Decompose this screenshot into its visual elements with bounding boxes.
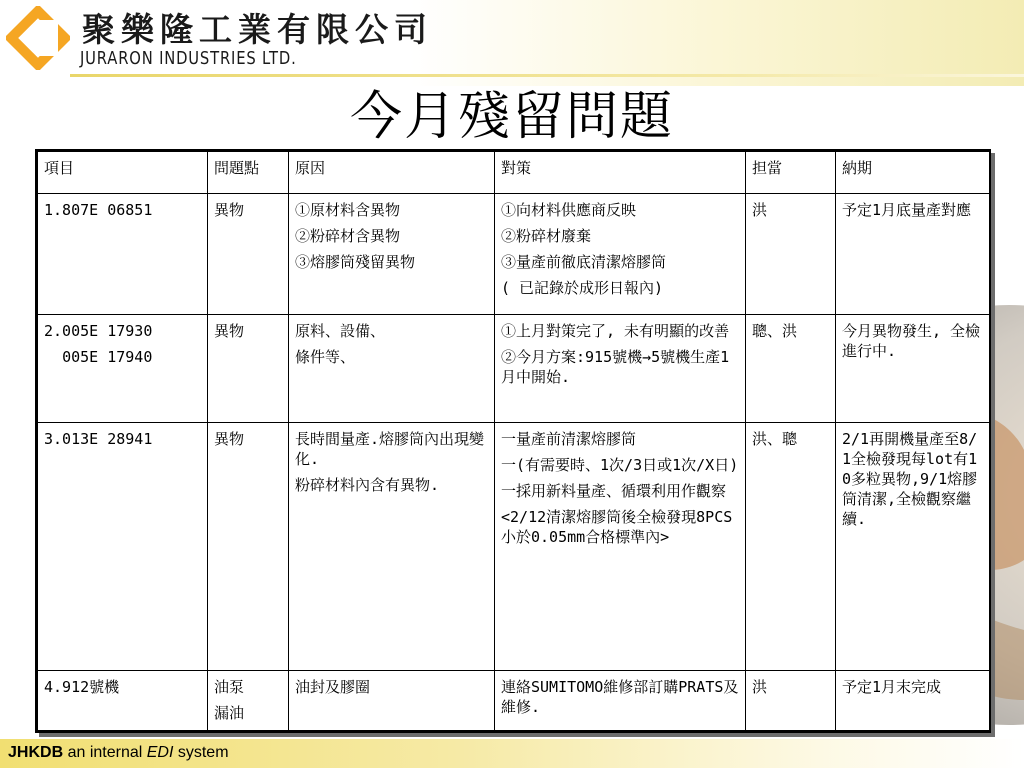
table-cell-owner [746, 423, 836, 670]
cell-line: <2/12清潔熔膠筒後全檢發現8PCS小於0.05mm合格標準內> [501, 508, 733, 547]
cell-line: 3.013E 28941 [44, 430, 153, 449]
cell-line: ①向材料供應商反映 [501, 201, 637, 220]
cell-line: 油泵 [214, 677, 245, 696]
cell-line: 異物 [214, 321, 245, 340]
column-header: 納期 [836, 152, 990, 194]
footer-middle: an internal [63, 744, 147, 761]
table-cell-problem [208, 194, 289, 315]
column-header: 對策 [495, 152, 746, 194]
table-cell-problem [208, 314, 289, 423]
table-row [38, 423, 990, 670]
table-row [38, 314, 990, 423]
cell-line: 洪、聰 [752, 430, 798, 449]
issues-table-panel [35, 149, 991, 733]
company-logo [6, 6, 70, 70]
cell-line: 予定1月末完成 [842, 677, 942, 696]
table-cell-due [836, 194, 990, 315]
cell-line: 005E 17940 [44, 347, 153, 366]
table-cell-cause [289, 314, 495, 423]
table-cell-item [38, 670, 208, 730]
cell-line: 異物 [214, 430, 245, 449]
issues-table [37, 151, 990, 731]
footer-caption [8, 744, 229, 762]
table-cell-owner [746, 670, 836, 730]
cell-line: 一採用新料量產、循環利用作觀察 [501, 482, 727, 501]
table-row [38, 670, 990, 730]
table-cell-cause [289, 194, 495, 315]
cell-line: ①上月對策完了, 未有明顯的改善 [501, 321, 730, 340]
table-cell-cause [289, 423, 495, 670]
cell-line: 洪 [752, 677, 768, 696]
cell-line: 油封及膠圈 [295, 677, 371, 696]
cell-line: 條件等、 [295, 347, 356, 366]
table-cell-item [38, 314, 208, 423]
table-cell-measure [495, 194, 746, 315]
table-cell-cause [289, 670, 495, 730]
column-header: 担當 [746, 152, 836, 194]
slide-title: 今月殘留問題 [349, 87, 674, 147]
cell-line: 2/1再開機量產至8/1全檢發現每lot有10多粒異物,9/1熔膠筒清潔,全檢觀察繼續. [842, 430, 978, 529]
cell-line: 漏油 [214, 703, 245, 722]
table-cell-item [38, 423, 208, 670]
cell-line: 異物 [214, 201, 245, 220]
cell-line: ①原材料含異物 [295, 201, 401, 220]
cell-line: 聰、洪 [752, 321, 798, 340]
footer-tail: system [173, 744, 229, 761]
table-cell-measure [495, 423, 746, 670]
cell-line: ③量產前徹底清潔熔膠筒 [501, 253, 667, 272]
cell-line: 一量產前清潔熔膠筒 [501, 430, 637, 449]
cell-line: 2.005E 17930 [44, 321, 153, 340]
cell-line: 4.912號機 [44, 677, 120, 696]
table-cell-due [836, 423, 990, 670]
footer-emphasis: EDI [146, 744, 174, 761]
table-cell-problem [208, 423, 289, 670]
table-header-row [38, 152, 990, 194]
company-name-english: JURARON INDUSTRIES LTD. [80, 48, 297, 69]
table-cell-item [38, 194, 208, 315]
table-row [38, 194, 990, 315]
company-name-chinese: 聚樂隆工業有限公司 [82, 10, 433, 49]
table-cell-owner [746, 314, 836, 423]
cell-line: ( 已記錄於成形日報內) [501, 279, 664, 298]
table-cell-due [836, 314, 990, 423]
cell-line: ②粉碎材含異物 [295, 227, 401, 246]
table-cell-measure [495, 314, 746, 423]
cell-line: 原料、設備、 [295, 321, 386, 340]
column-header: 項目 [38, 152, 208, 194]
cell-line: 今月異物發生, 全檢進行中. [842, 321, 981, 360]
column-header: 原因 [289, 152, 495, 194]
cell-line: 連絡SUMITOMO維修部訂購PRATS及維修. [501, 677, 739, 716]
cell-line: ②今月方案:915號機→5號機生產1月中開始. [501, 347, 730, 386]
footer-brand: JHKDB [8, 744, 64, 761]
table-cell-problem [208, 670, 289, 730]
cell-line: 粉碎材料內含有異物. [295, 476, 440, 495]
cell-line: 洪 [752, 201, 768, 220]
cell-line: 長時間量產.熔膠筒內出現變化. [295, 430, 485, 469]
cell-line: 一(有需要時、1次/3日或1次/X日) [501, 456, 739, 475]
cell-line: ②粉碎材廢棄 [501, 227, 592, 246]
cell-line: 1.807E 06851 [44, 201, 153, 220]
table-cell-owner [746, 194, 836, 315]
table-cell-due [836, 670, 990, 730]
cell-line: 予定1月底量產對應 [842, 201, 972, 220]
column-header: 問題點 [208, 152, 289, 194]
cell-line: ③熔膠筒殘留異物 [295, 253, 416, 272]
table-cell-measure [495, 670, 746, 730]
